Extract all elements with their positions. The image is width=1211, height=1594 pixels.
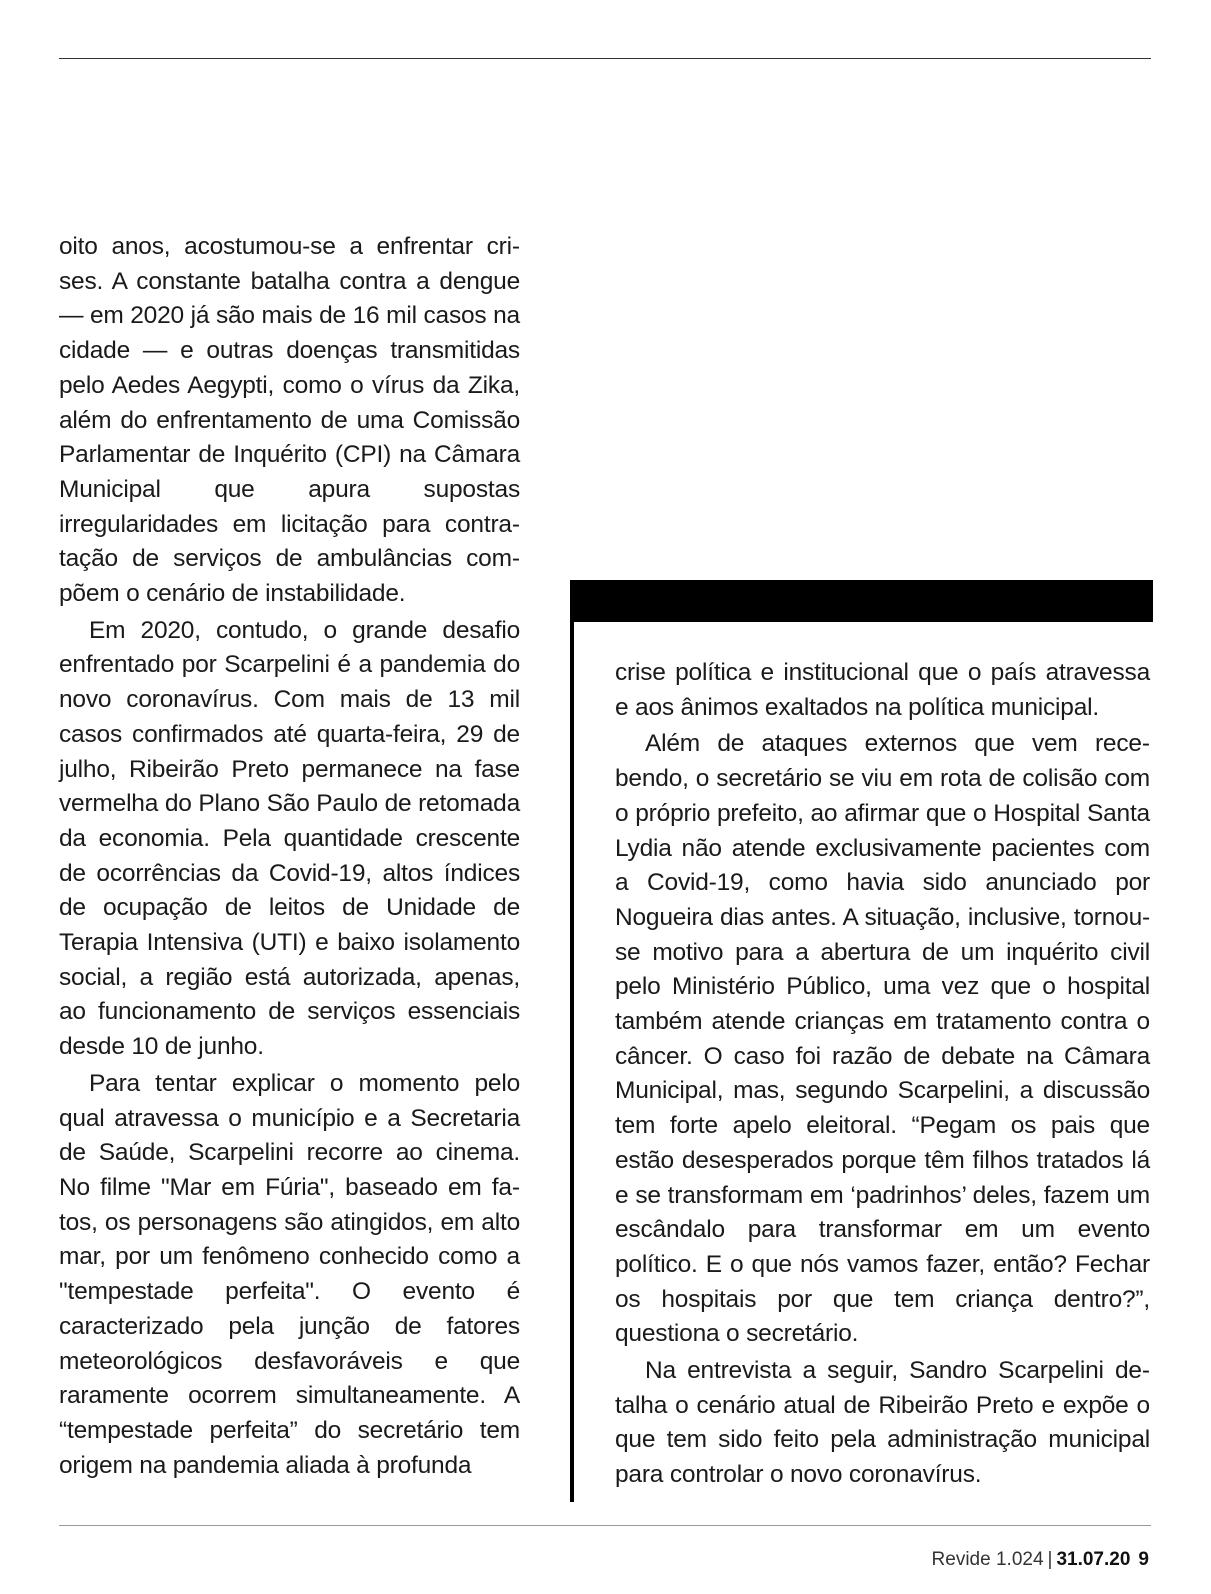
paragraph-right-3: Na entrevista a seguir, Sandro Scarpelini detalha o cenário atual de Ribeirão Preto e expõe o que tem sido feito pela administração municipal para controlar o novo coronavírus. <box>615 1357 1150 1489</box>
issue-date: 31.07.20 <box>1056 1549 1131 1570</box>
article-left-column <box>59 230 520 1483</box>
page-footer <box>932 1548 1149 1572</box>
paragraph-right-1: crise política e institucional que o país atravessa e aos ânimos exaltados na política municipal. <box>615 659 1150 721</box>
bottom-rule <box>59 1525 1151 1526</box>
top-rule <box>59 58 1151 59</box>
paragraph-left-2: Em 2020, contudo, o grande desafio enfrentado por Scarpelini é a pandemia do novo coronavírus. Com mais de 13 mil casos confirmados até quarta-feira, 29 de julho, Ribeirão Preto permanece na fase vermelha do Plano São Paulo de retomada da economia. Pela quantidade crescente de ocorrências da Covid-19, altos índices de ocupação de leitos de Unidade de Terapia Intensiva (UTI) e baixo isolamento social, a região está autorizada, apenas, ao funcionamento de serviços essenciais desde 10 de junho. <box>59 616 520 1061</box>
paragraph-left-1: oito anos, acostumou-se a enfrentar crises. A constante batalha contra a dengue — em 2020 já são mais de 16 mil casos na cidade — e outras doenças transmitidas pelo Aedes Aegypti, como o vírus da Zika, além do enfrentamento de uma Comissão Parlamentar de Inquérito (CPI) na Câmara Municipal que apura supostas irregularidades em licitação para contratação de serviços de ambulâncias compõem o cenário de instabilidade. <box>59 233 520 608</box>
page-number: 9 <box>1138 1549 1149 1570</box>
vertical-column-rule <box>570 620 574 1502</box>
footer-separator: | <box>1047 1549 1053 1570</box>
article-right-column <box>615 656 1150 1493</box>
black-header-bar <box>570 580 1153 622</box>
paragraph-right-2: Além de ataques externos que vem recebendo, o secretário se viu em rota de colisão com o próprio prefeito, ao afirmar que o Hospital Santa Lydia não atende exclusivamente pacientes com a Covid-19, como havia sido anunciado por Nogueira dias antes. A situação, inclusive, tornou-se motivo para a abertura de um inquérito civil pelo Ministério Público, uma vez que o hospital também atende crianças em tratamento contra o câncer. O caso foi razão de debate na Câmara Municipal, mas, segundo Scarpelini, a discussão tem forte apelo eleitoral. “Pegam os pais que estão desesperados porque têm filhos tratados lá e se transformam em ‘padrinhos’ deles, fazem um escândalo para transformar em um evento político. E o que nós vamos fazer, então? Fechar os hospitais por que tem criança dentro?”, questiona o secretário. <box>615 730 1150 1348</box>
publication-name: Revide 1.024 <box>931 1549 1044 1570</box>
paragraph-left-3: Para tentar explicar o momento pelo qual atravessa o município e a Secretaria de Saúde, Scarpelini recorre ao cinema. No filme "Mar em Fúria", baseado em fatos, os personagens são atingidos, em alto mar, por um fenômeno conhecido como a "tempestade perfeita". O evento é caracterizado pela junção de fatores meteorológicos desfavoráveis e que raramente ocorrem simultaneamente. A “tempestade perfeita” do secretário tem origem na pandemia aliada à profunda <box>59 1069 520 1479</box>
